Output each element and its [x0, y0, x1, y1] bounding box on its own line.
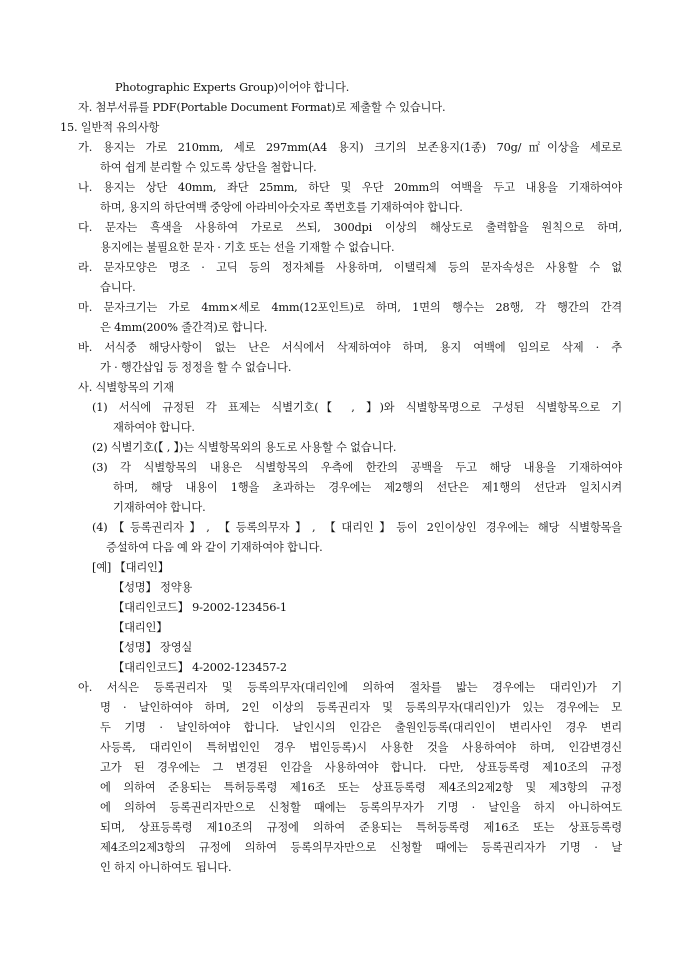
text-line: 하며, 해당 내용이 1행을 초과하는 경우에는 제2행의 선단은 제1행의 선단과 일치시켜 [113, 481, 622, 494]
example-line: 【대리인】 [113, 621, 168, 634]
text-line: 명 · 날인하여야 하며, 2인 이상의 등록권리자 및 등록의무자(대리인)가 있는 경우에는 모 [100, 701, 622, 714]
text-line: Photographic Experts Group)이어야 합니다. [115, 81, 350, 94]
text-line: 다. 문자는 흑색을 사용하여 가로로 쓰되, 300dpi 이상의 해상도로 출력함을 원칙으로 하며, [78, 221, 622, 234]
text-line: 습니다. [100, 281, 136, 294]
text-line: 에 의하여 등록권리자만으로 신청할 때에는 등록의무자가 기명 · 날인을 하지 아니하여도 [100, 801, 622, 814]
text-line: 제4조의2제3항의 규정에 의하여 등록의무자만으로 신청할 때에는 등록권리자가 기명 · 날 [100, 841, 622, 854]
text-line: 하여 쉽게 분리할 수 있도록 상단을 철합니다. [100, 161, 317, 174]
example-label: [예] 【대리인】 [92, 561, 169, 574]
text-line: 나. 용지는 상단 40mm, 좌단 25mm, 하단 및 우단 20mm의 여백을 두고 내용을 기재하여야 [78, 181, 622, 194]
text-line: 라. 문자모양은 명조 · 고딕 등의 정자체를 사용하며, 이탤릭체 등의 문자속성은 사용할 수 없 [78, 261, 622, 274]
text-line: 은 4mm(200% 줄간격)로 합니다. [100, 321, 268, 334]
text-line: 재하여야 합니다. [113, 421, 195, 434]
subsection-heading: 사. 식별항목의 기재 [78, 381, 174, 394]
text-line: (3) 각 식별항목의 내용은 식별항목의 우측에 한칸의 공백을 두고 해당 내용을 기재하여야 [92, 461, 622, 474]
example-line: 【성명】 장영실 [113, 641, 193, 654]
example-line: 【대리인코드】 9-2002-123456-1 [113, 601, 287, 614]
text-line: 용지에는 불필요한 문자 · 기호 또는 선을 기재할 수 없습니다. [100, 241, 395, 254]
text-line: (1) 서식에 규정된 각 표제는 식별기호(【 , 】)와 식별항목명으로 구성된 식별항목으로 기 [92, 401, 622, 414]
text-line: 증설하여 다음 예 와 같이 기재하여야 합니다. [106, 541, 323, 554]
text-line: 아. 서식은 등록권리자 및 등록의무자(대리인에 의하여 절차를 밟는 경우에는 대리인)가 기 [78, 681, 622, 694]
text-line: (4)【등록권리자】, 【등록의무자】, 【대리인】등이 2인이상인 경우에는 해당 식별항목을 [92, 521, 622, 534]
example-line: 【대리인코드】 4-2002-123457-2 [113, 661, 287, 674]
text-line: 가 · 행간삽입 등 정정을 할 수 없습니다. [100, 361, 292, 374]
text-line: 고가 된 경우에는 그 변경된 인감을 사용하여야 합니다. 다만, 상표등록령 제10조의 규정 [100, 761, 622, 774]
text-line: 인 하지 아니하여도 됩니다. [100, 861, 232, 874]
text-line: 기재하여야 합니다. [113, 501, 206, 514]
text-line: 가. 용지는 가로 210mm, 세로 297mm(A4 용지) 크기의 보존용지(1종) 70g/㎡이상을 세로로 [78, 141, 622, 154]
text-line: 에 의하여 준용되는 특허등록령 제16조 또는 상표등록령 제4조의2제2항 및 제3항의 규정 [100, 781, 622, 794]
text-line: (2) 식별기호(【 , 】)는 식별항목외의 용도로 사용할 수 없습니다. [92, 441, 397, 454]
text-line: 마. 문자크기는 가로 4mm×세로 4mm(12포인트)로 하며, 1면의 행수는 28행, 각 행간의 간격 [78, 301, 622, 314]
text-line: 하며, 용지의 하단여백 중앙에 아라비아숫자로 쪽번호를 기재하여야 합니다. [100, 201, 463, 214]
text-line: 두 기명 · 날인하여야 합니다. 날인시의 인감은 출원인등록(대리인이 변리사인 경우 변리 [100, 721, 622, 734]
text-line: 바. 서식중 해당사항이 없는 난은 서식에서 삭제하여야 하며, 용지 여백에 임의로 삭제 · 추 [78, 341, 622, 354]
text-line: 되며, 상표등록령 제10조의 규정에 의하여 준용되는 특허등록령 제16조 또는 상표등록령 [100, 821, 622, 834]
section-heading: 15. 일반적 유의사항 [60, 121, 160, 134]
text-line: 자. 첨부서류를 PDF(Portable Document Format)로 제출할 수 있습니다. [78, 101, 446, 114]
example-line: 【성명】 정약용 [113, 581, 193, 594]
text-line: 사등록, 대리인이 특허법인인 경우 법인등록)시 사용한 것을 사용하여야 하며, 인감변경신 [100, 741, 622, 754]
